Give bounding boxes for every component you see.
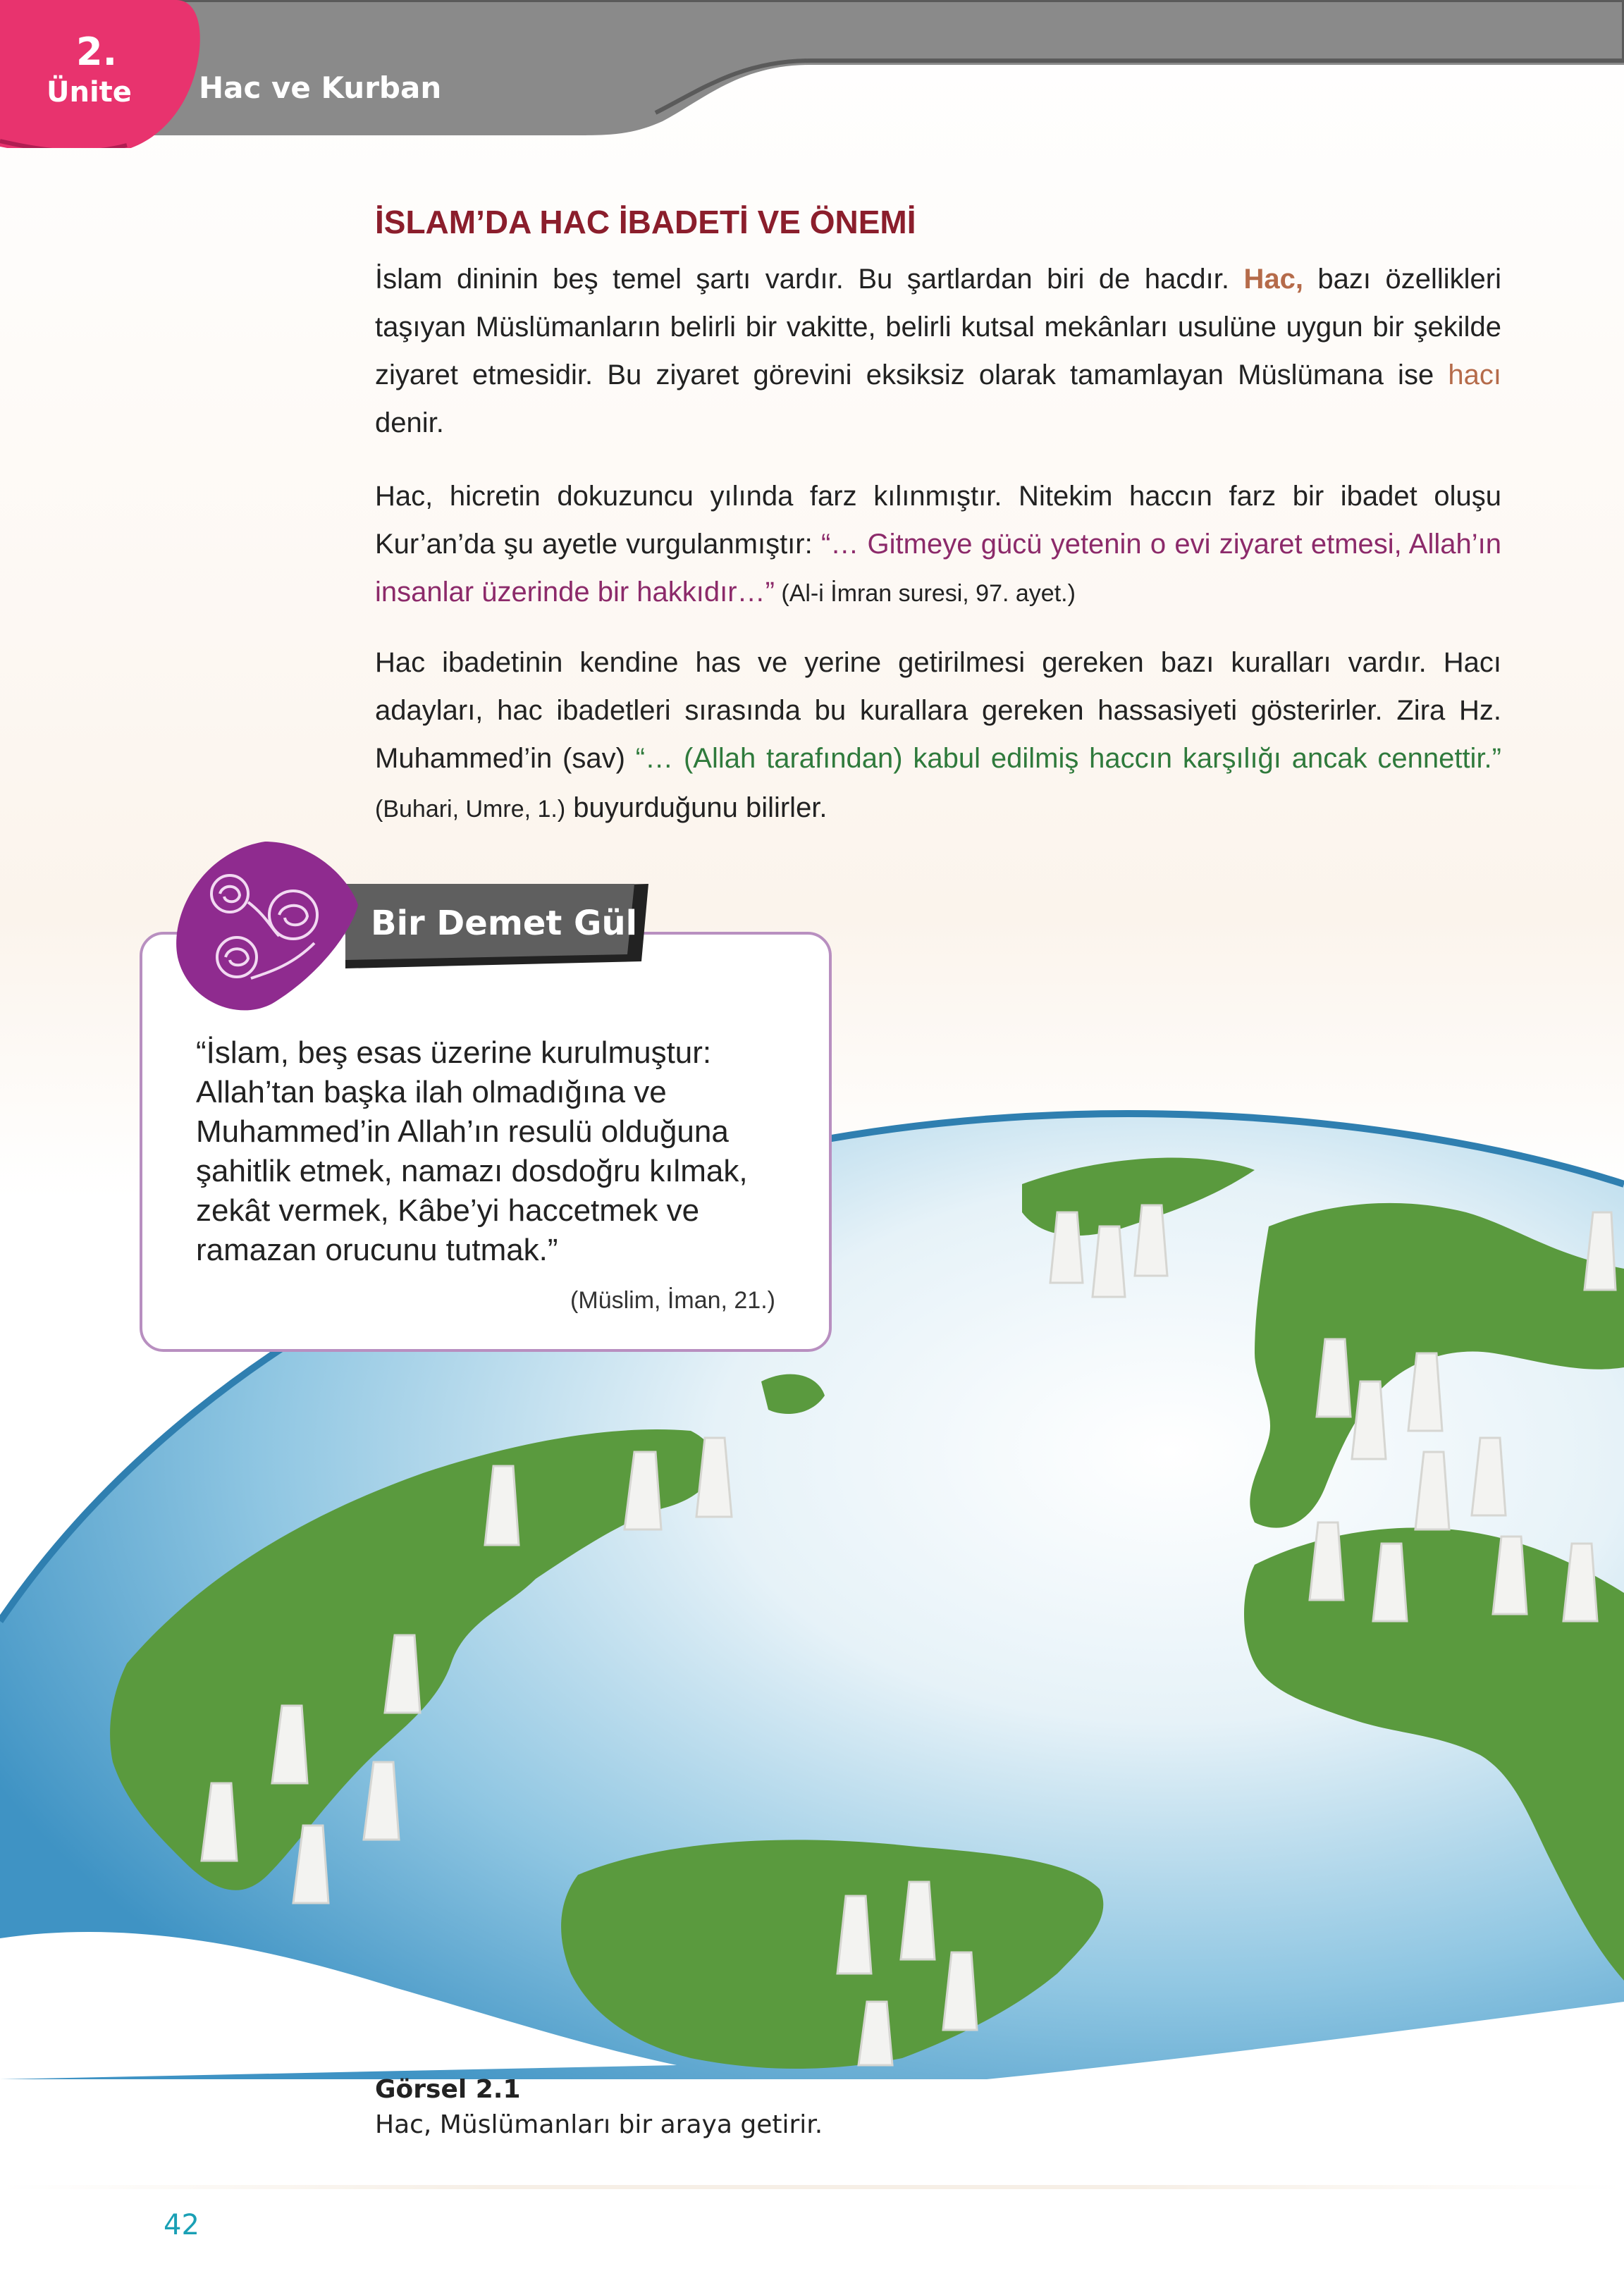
footer-divider bbox=[0, 2185, 1624, 2189]
figure-caption-title: Görsel 2.1 bbox=[375, 2075, 521, 2104]
header-title: Hac ve Kurban bbox=[199, 70, 442, 105]
p1-text-2: bazı özellikleri taşıyan Müslümanların belirli bir vakitte, belirli kutsal mekânları usulüne uygun bir şekilde ziyaret etmesidir. Bu ziyaret görevini eksiksiz olarak tamamlayan Müslümana ise bbox=[375, 264, 1501, 390]
hadith-quote: “… (Allah tarafından) kabul edilmiş haccın karşılığı ancak cennettir.” bbox=[635, 743, 1501, 774]
p2-text-1: Hac, hicretin dokuzuncu yılında farz kılınmıştır. Nitekim haccın farz bir ibadet oluşu Kur’an’da şu ayetle vurgulanmıştır: bbox=[375, 481, 1501, 560]
p1-text-3: denir. bbox=[375, 407, 444, 438]
unit-label: Ünite bbox=[47, 76, 132, 109]
paragraph-3 bbox=[375, 639, 1501, 833]
ayah-reference: (Al-i İmran suresi, 97. ayet.) bbox=[774, 580, 1076, 607]
box-label: Bir Demet Gül bbox=[371, 904, 638, 943]
p3-text-2: buyurduğunu bilirler. bbox=[565, 792, 828, 823]
paragraph-1 bbox=[375, 255, 1501, 447]
hadith-reference: (Buhari, Umre, 1.) bbox=[375, 796, 566, 823]
page-number: 42 bbox=[164, 2209, 199, 2241]
term-hac: Hac, bbox=[1243, 264, 1303, 295]
ayah-quote: “… Gitmeye gücü yetenin o evi ziyaret etmesi, Allah’ın insanlar üzerinde bir hakkıdır…” bbox=[375, 529, 1501, 608]
p1-text-1: İslam dininin beş temel şartı vardır. Bu şartlardan biri de hacdır. bbox=[375, 264, 1244, 295]
rose-icon bbox=[173, 837, 364, 1014]
unit-number: 2. bbox=[76, 30, 118, 74]
term-haci: hacı bbox=[1448, 359, 1501, 390]
figure-caption-text: Hac, Müslümanları bir araya getirir. bbox=[375, 2110, 823, 2139]
p3-text-1: Hac ibadetinin kendine has ve yerine getirilmesi gereken bazı kuralları vardır. Hacı adayları, hac ibadetleri sırasında bu kurallara gereken hassasiyeti gösterirler. Zira Hz. Muhammed’in (sav) bbox=[375, 647, 1501, 774]
hadith-box-reference: (Müslim, İman, 21.) bbox=[570, 1287, 775, 1314]
paragraph-2 bbox=[375, 472, 1501, 617]
section-title: İSLAM’DA HAC İBADETİ VE ÖNEMİ bbox=[375, 204, 916, 240]
hadith-box-quote: “İslam, beş esas üzerine kurulmuştur: Allah’tan başka ilah olmadığına ve Muhammed’in Allah’ın resulü olduğuna şahitlik etmek, namazı dosdoğru kılmak, zekât vermek, Kâbe’yi haccetmek ve ramazan orucunu tutmak.” bbox=[196, 1035, 748, 1267]
